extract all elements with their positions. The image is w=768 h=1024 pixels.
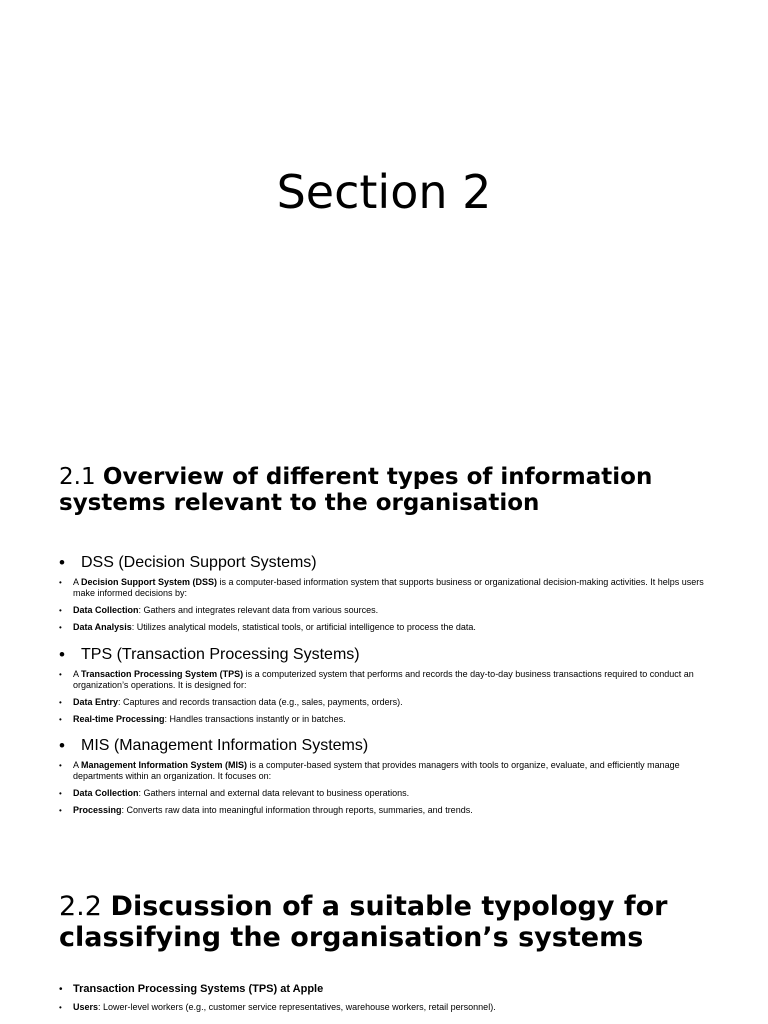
system-item-list — [59, 760, 709, 816]
system-title-text: MIS (Management Information Systems) — [81, 737, 369, 754]
item-term: Data Analysis — [73, 622, 132, 632]
intro-text: is a computer-based information system that supports business or organizational decision-making activities. It helps users make informed decisions by: — [73, 577, 704, 598]
bullet-icon: • — [59, 715, 62, 724]
item-text: : Handles transactions instantly or in batches. — [164, 714, 346, 724]
bullet-icon: • — [59, 553, 65, 572]
system-mis — [59, 736, 709, 822]
intro-prefix: A — [73, 760, 82, 770]
system-title-text: TPS (Transaction Processing Systems) — [81, 646, 360, 663]
apple-tps-title — [59, 982, 709, 997]
apple-tps-section — [59, 982, 709, 1019]
intro-term: Transaction Processing System (TPS) — [81, 669, 244, 679]
bullet-icon: • — [59, 1003, 62, 1012]
item-text: : Converts raw data into meaningful information through reports, summaries, and trends. — [121, 805, 473, 815]
item-text: : Lower-level workers (e.g., customer service representatives, warehouse workers, retail personnel). — [98, 1002, 496, 1012]
item-term: Data Collection — [73, 788, 139, 798]
bullet-icon: • — [59, 789, 62, 798]
bullet-icon: • — [59, 645, 65, 664]
item-text: : Gathers and integrates relevant data from various sources. — [138, 605, 379, 615]
heading-2-2-text: Discussion of a suitable typology for classifying the organisation’s systems — [59, 891, 668, 953]
apple-tps-title-text: Transaction Processing Systems (TPS) at Apple — [73, 983, 324, 995]
heading-2-2-number: 2.2 — [59, 891, 102, 922]
intro-text: is a computerized system that performs and records the day-to-day business transactions required to conduct an organization’s operations. It is designed for: — [73, 669, 694, 690]
list-item — [59, 714, 709, 725]
section-title: Section 2 — [276, 165, 492, 219]
intro-prefix: A — [73, 577, 82, 587]
item-text: : Gathers internal and external data relevant to business operations. — [138, 788, 410, 798]
item-term: Data Entry — [73, 697, 119, 707]
bullet-icon: • — [59, 670, 62, 679]
system-title — [59, 553, 709, 573]
system-intro — [59, 760, 709, 782]
intro-term: Management Information System (MIS) — [81, 760, 248, 770]
list-item — [59, 805, 709, 816]
system-intro — [59, 577, 709, 599]
bullet-icon: • — [59, 698, 62, 707]
intro-term: Decision Support System (DSS) — [81, 577, 218, 587]
item-text: : Utilizes analytical models, statistical tools, or artificial intelligence to process the data. — [131, 622, 476, 632]
system-title — [59, 645, 709, 665]
item-term: Processing — [73, 805, 122, 815]
item-text: : Captures and records transaction data (e.g., sales, payments, orders). — [118, 697, 403, 707]
system-intro — [59, 669, 709, 691]
intro-prefix: A — [73, 669, 82, 679]
item-term: Data Collection — [73, 605, 139, 615]
intro-text: is a computer-based system that provides managers with tools to organize, evaluate, and efficiently manage departments within an organization. It focuses on: — [73, 760, 680, 781]
system-tps — [59, 645, 709, 731]
heading-2-1-text: Overview of different types of information systems relevant to the organisation — [59, 464, 653, 516]
list-item — [59, 788, 709, 799]
bullet-icon: • — [59, 606, 62, 615]
bullet-icon: • — [59, 578, 62, 587]
system-item-list — [59, 577, 709, 633]
bullet-icon: • — [59, 761, 62, 770]
system-dss — [59, 553, 709, 639]
list-item — [59, 622, 709, 633]
bullet-icon: • — [59, 736, 65, 755]
system-item-list — [59, 669, 709, 725]
list-item — [59, 697, 709, 708]
list-item — [59, 1002, 709, 1013]
heading-2-1 — [59, 464, 739, 516]
item-term: Real-time Processing — [73, 714, 165, 724]
heading-2-2 — [59, 891, 739, 953]
bullet-icon: • — [59, 806, 62, 815]
bullet-icon: • — [59, 623, 62, 632]
bullet-icon: • — [59, 984, 63, 995]
system-title-text: DSS (Decision Support Systems) — [81, 554, 317, 571]
heading-2-1-number: 2.1 — [59, 464, 96, 490]
list-item — [59, 605, 709, 616]
apple-item-list — [59, 1002, 709, 1013]
item-term: Users — [73, 1002, 99, 1012]
system-title — [59, 736, 709, 756]
